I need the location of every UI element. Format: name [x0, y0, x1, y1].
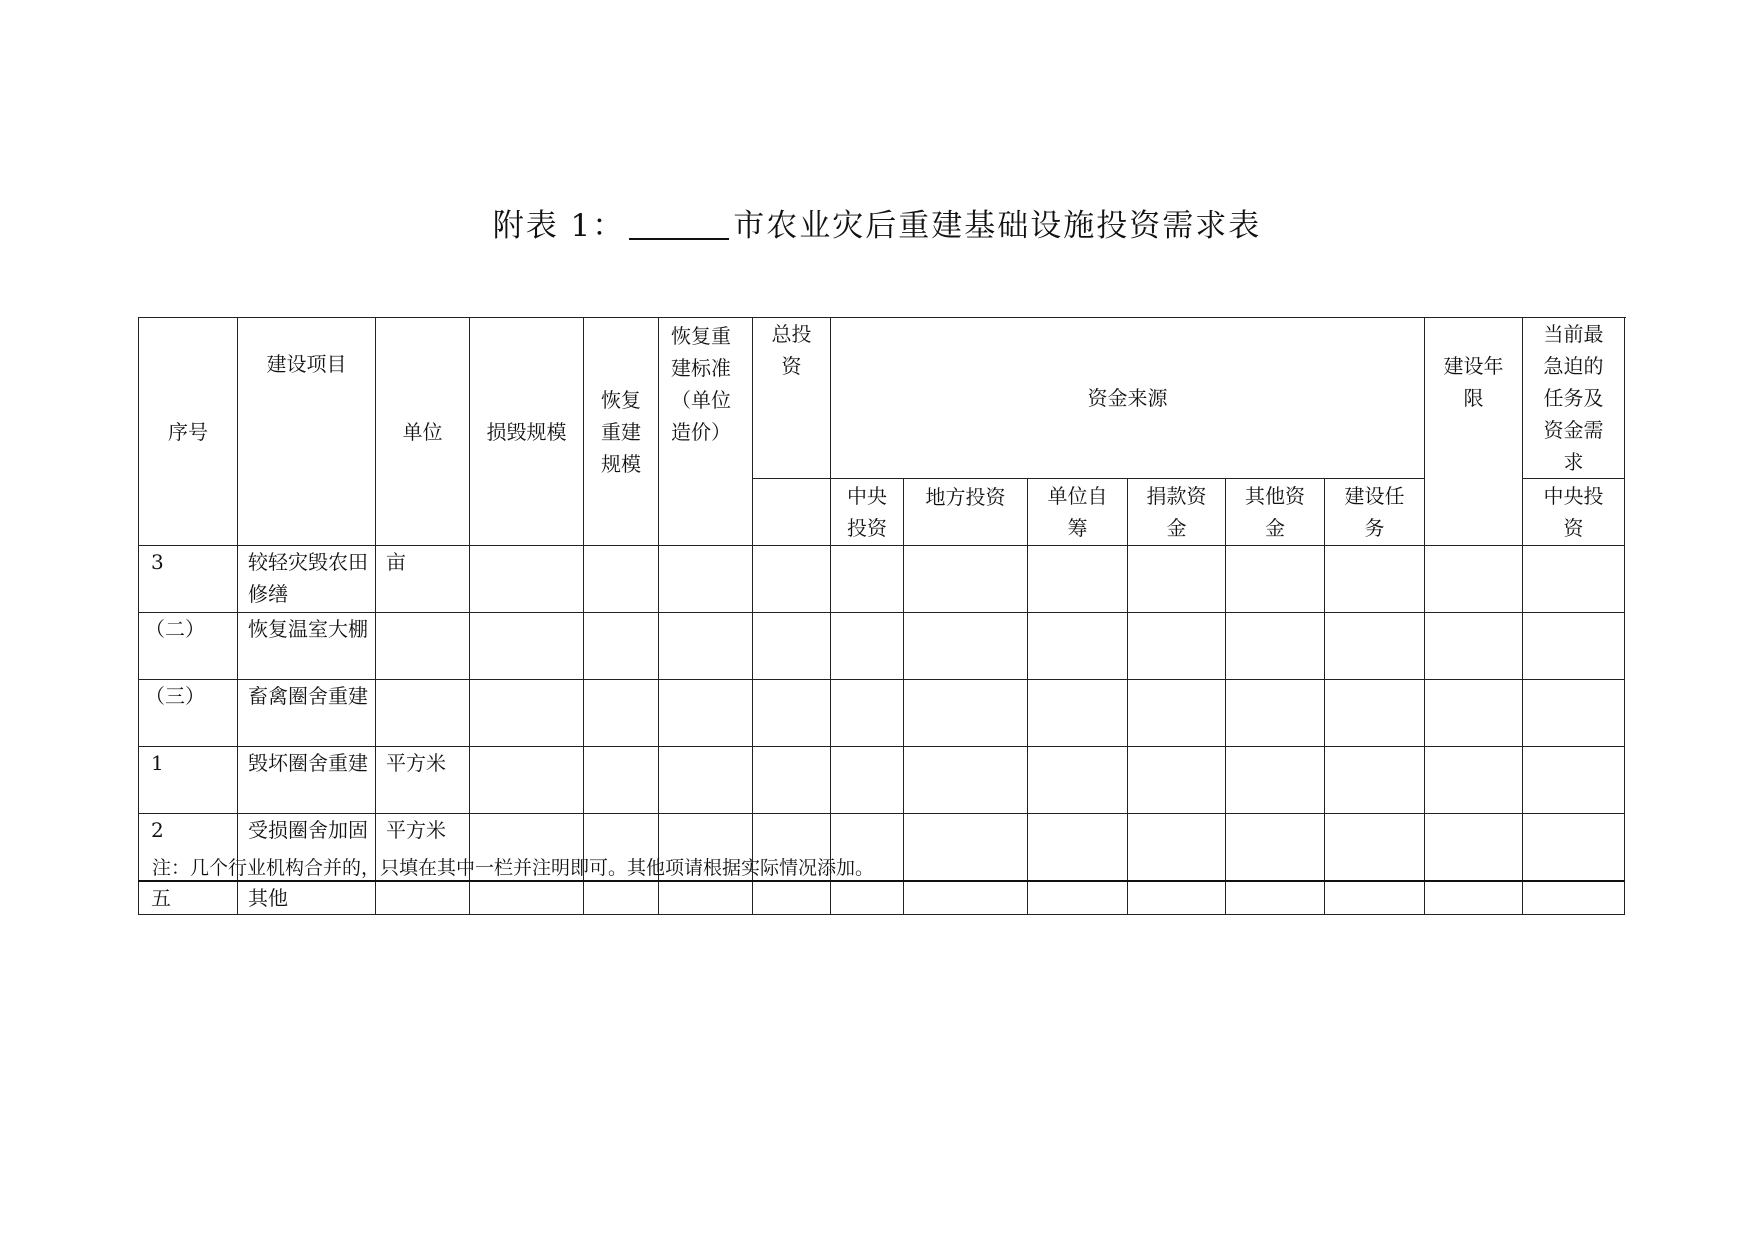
table-row	[139, 613, 1625, 680]
header-row-1	[139, 318, 1625, 479]
title-suffix: 市农业灾后重建基础设施投资需求表	[733, 208, 1262, 244]
empty-cell	[1425, 613, 1523, 680]
empty-cell	[831, 680, 904, 747]
empty-cell	[1523, 881, 1625, 915]
row-seq: （三）	[139, 680, 238, 747]
empty-cell	[1425, 881, 1523, 915]
empty-cell	[753, 747, 831, 814]
empty-cell	[1028, 680, 1128, 747]
empty-cell	[1226, 613, 1325, 680]
empty-cell	[470, 680, 584, 747]
empty-cell	[831, 881, 904, 915]
empty-cell	[1523, 613, 1625, 680]
empty-cell	[584, 613, 659, 680]
title-fill-blank	[629, 208, 729, 240]
empty-cell	[1226, 546, 1325, 613]
header-total-investment: 总投资	[753, 318, 831, 479]
row-seq: （二）	[139, 613, 238, 680]
empty-cell	[1523, 747, 1625, 814]
table-row	[139, 680, 1625, 747]
empty-cell	[1128, 546, 1226, 613]
row-seq: 1	[139, 747, 238, 814]
empty-cell	[659, 881, 753, 915]
empty-cell	[831, 546, 904, 613]
row-seq: 五	[139, 881, 238, 915]
table-row	[139, 747, 1625, 814]
empty-cell	[831, 747, 904, 814]
header-self-raised: 单位自筹	[1028, 479, 1128, 546]
header-central-investment: 中央投资	[831, 479, 904, 546]
header-other-funds: 其他资金	[1226, 479, 1325, 546]
empty-cell	[1425, 814, 1523, 882]
header-rebuild-standard: 恢复重建标准（单位造价）	[659, 318, 753, 546]
empty-cell	[753, 613, 831, 680]
empty-cell	[1028, 881, 1128, 915]
empty-cell	[470, 546, 584, 613]
empty-cell	[1028, 546, 1128, 613]
header-urgent-tasks: 建设任务	[1325, 479, 1425, 546]
header-seq: 序号	[139, 318, 238, 546]
row-unit	[376, 680, 470, 747]
empty-cell	[659, 613, 753, 680]
header-unit: 单位	[376, 318, 470, 546]
empty-cell	[470, 881, 584, 915]
empty-cell	[470, 613, 584, 680]
row-project: 毁坏圈舍重建	[238, 747, 376, 814]
row-project: 受损圈舍加固	[238, 814, 376, 882]
empty-cell	[1523, 814, 1625, 882]
header-construction-period: 建设年限	[1425, 318, 1523, 546]
row-seq: 3	[139, 546, 238, 613]
header-rebuild-scale: 恢复重建规模	[584, 318, 659, 546]
empty-cell	[1325, 881, 1425, 915]
row-project: 较轻灾毁农田修缮	[238, 546, 376, 613]
empty-cell	[1128, 881, 1226, 915]
empty-cell	[1523, 546, 1625, 613]
empty-cell	[470, 747, 584, 814]
footnote: 注：几个行业机构合并的，只填在其中一栏并注明即可。其他项请根据实际情况添加。	[152, 857, 875, 879]
header-total-investment-blank	[753, 479, 831, 546]
empty-cell	[1425, 747, 1523, 814]
empty-cell	[1128, 680, 1226, 747]
empty-cell	[1226, 680, 1325, 747]
table-row	[139, 881, 1625, 915]
empty-cell	[1325, 680, 1425, 747]
investment-demand-table	[138, 317, 1625, 915]
empty-cell	[1028, 747, 1128, 814]
empty-cell	[584, 680, 659, 747]
header-urgent-needs: 当前最急迫的任务及资金需求	[1523, 318, 1625, 479]
header-project: 建设项目	[238, 318, 376, 546]
empty-cell	[904, 814, 1028, 882]
row-unit: 亩	[376, 546, 470, 613]
empty-cell	[1325, 747, 1425, 814]
header-urgent-central: 中央投资	[1523, 479, 1625, 546]
row-project: 畜禽圈舍重建	[238, 680, 376, 747]
empty-cell	[1128, 747, 1226, 814]
empty-cell	[831, 613, 904, 680]
empty-cell	[1128, 613, 1226, 680]
row-unit: 平方米	[376, 747, 470, 814]
row-unit: 平方米	[376, 814, 470, 882]
empty-cell	[904, 747, 1028, 814]
empty-cell	[584, 747, 659, 814]
empty-cell	[1226, 881, 1325, 915]
row-seq: 2	[139, 814, 238, 882]
empty-cell	[659, 546, 753, 613]
page-title	[0, 200, 1754, 245]
empty-cell	[1425, 680, 1523, 747]
empty-cell	[1325, 546, 1425, 613]
empty-cell	[1523, 680, 1625, 747]
empty-cell	[659, 747, 753, 814]
empty-cell	[904, 881, 1028, 915]
empty-cell	[904, 680, 1028, 747]
empty-cell	[584, 546, 659, 613]
empty-cell	[1325, 613, 1425, 680]
header-donation: 捐款资金	[1128, 479, 1226, 546]
empty-cell	[904, 546, 1028, 613]
header-damage-scale: 损毁规模	[470, 318, 584, 546]
empty-cell	[584, 881, 659, 915]
empty-cell	[1226, 814, 1325, 882]
empty-cell	[1226, 747, 1325, 814]
empty-cell	[753, 546, 831, 613]
empty-cell	[1128, 814, 1226, 882]
table-row	[139, 546, 1625, 613]
empty-cell	[753, 680, 831, 747]
row-project: 恢复温室大棚	[238, 613, 376, 680]
row-unit	[376, 881, 470, 915]
empty-cell	[1028, 613, 1128, 680]
header-fund-source: 资金来源	[831, 318, 1425, 479]
empty-cell	[659, 680, 753, 747]
row-unit	[376, 613, 470, 680]
empty-cell	[1325, 814, 1425, 882]
header-local-investment: 地方投资	[904, 479, 1028, 546]
empty-cell	[904, 613, 1028, 680]
empty-cell	[1028, 814, 1128, 882]
title-prefix: 附表 1：	[492, 208, 626, 244]
empty-cell	[1425, 546, 1523, 613]
row-project: 其他	[238, 881, 376, 915]
empty-cell	[753, 881, 831, 915]
